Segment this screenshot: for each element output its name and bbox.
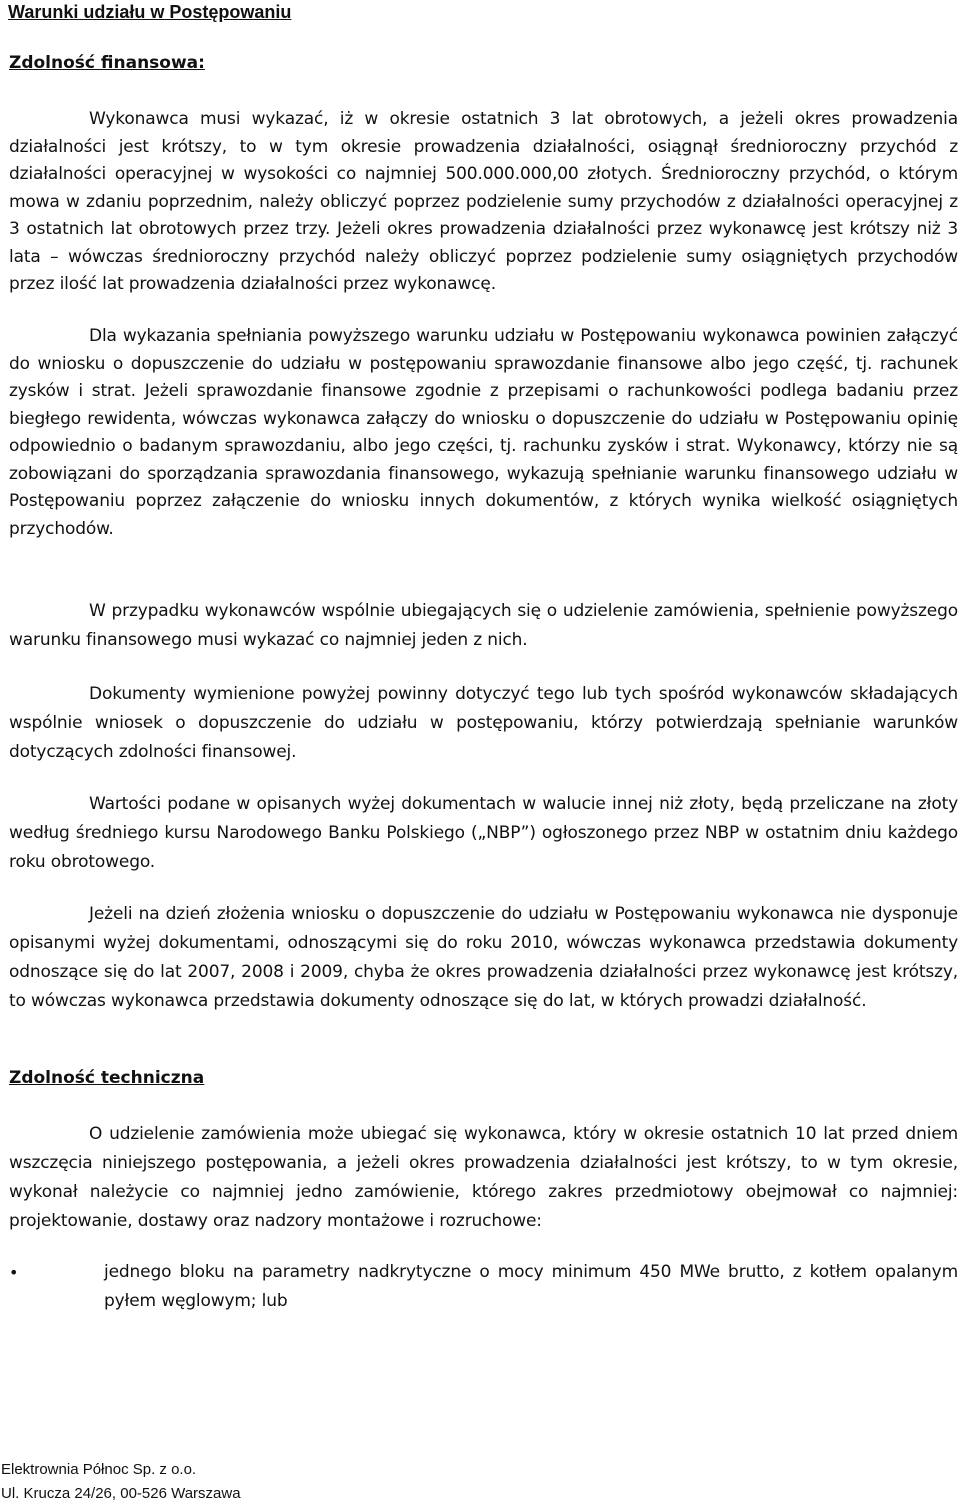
bullet-text: jednego bloku na parametry nadkrytyczne o mocy minimum 450 MWe brutto, z kotłem opalanym pyłem węglowym; lub (104, 1262, 958, 1311)
paragraph-currency-conversion: Wartości podane w opisanych wyżej dokumentach w walucie innej niż złoty, będą przeliczane na złoty według średniego kursu Narodowego Banku Polskiego („NBP”) ogłoszonego przez NBP w ostatnim dniu każdego roku obrotowego. (9, 794, 958, 872)
list-item (9, 1258, 958, 1316)
paragraph-joint-bidders: W przypadku wykonawców wspólnie ubiegających się o udzielenie zamówienia, spełnienie powyższego warunku finansowego musi wykazać co najmniej jeden z nich. (9, 601, 958, 650)
paragraph-financial-requirement: Wykonawca musi wykazać, iż w okresie ostatnich 3 lat obrotowych, a jeżeli okres prowadzenia działalności jest krótszy, to w tym okresie prowadzenia działalności, osiągnął średnioroczny przychód z działalności operacyjnej w wysokości co najmniej 500.000.000,00 złotych. Średnioroczny przychód, o którym mowa w zdaniu poprzednim, należy obliczyć poprzez podzielenie sumy przychodów z działalności operacyjnej z 3 ostatnich lat obrotowych przez trzy. Jeżeli okres prowadzenia działalności przez wykonawcę jest krótszy niż 3 lata – wówczas średnioroczny przychód należy obliczyć poprzez podzielenie sumy osiągniętych przychodów przez ilość lat prowadzenia działalności przez wykonawcę. (9, 109, 958, 294)
document-title: Warunki udziału w Postępowaniu (8, 2, 292, 22)
paragraph-documents-scope: Dokumenty wymienione powyżej powinny dotyczyć tego lub tych spośród wykonawców składających wspólnie wniosek o dopuszczenie do udziału w postępowaniu, którzy potwierdzają spełnianie warunków dotyczących zdolności finansowej. (9, 684, 958, 762)
bullet-marker: • (9, 1263, 19, 1282)
section-heading-financial: Zdolność finansowa: (9, 53, 205, 73)
requirement-bullet-list (9, 1258, 958, 1316)
paragraph-documents-years: Jeżeli na dzień złożenia wniosku o dopuszczenie do udziału w Postępowaniu wykonawca nie dysponuje opisanymi wyżej dokumentami, odnoszącymi się do roku 2010, wówczas wykonawca przedstawia dokumenty odnoszące się do lat 2007, 2008 i 2009, chyba że okres prowadzenia działalności przez wykonawcę jest krótszy, to wówczas wykonawca przedstawia dokumenty odnoszące się do lat, w których prowadzi działalność. (9, 904, 958, 1011)
page-footer (1, 1458, 241, 1506)
paragraph-technical-requirement: O udzielenie zamówienia może ubiegać się wykonawca, który w okresie ostatnich 10 lat przed dniem wszczęcia niniejszego postępowania, a jeżeli okres prowadzenia działalności jest krótszy, to w tym okresie, wykonał należycie co najmniej jedno zamówienie, którego zakres przedmiotowy obejmował co najmniej: projektowanie, dostawy oraz nadzory montażowe i rozruchowe: (9, 1124, 958, 1231)
paragraph-financial-documents: Dla wykazania spełniania powyższego warunku udziału w Postępowaniu wykonawca powinien załączyć do wniosku o dopuszczenie do udziału w postępowaniu sprawozdanie finansowe albo jego część, tj. rachunek zysków i strat. Jeżeli sprawozdanie finansowe zgodnie z przepisami o rachunkowości podlega badaniu przez biegłego rewidenta, wówczas wykonawca załączy do wniosku o dopuszczenie do udziału w Postępowaniu opinię odpowiednio o badanym sprawozdaniu, albo jego części, tj. rachunku zysków i strat. Wykonawcy, którzy nie są zobowiązani do sporządzania sprawozdania finansowego, wykazują spełnianie warunku finansowego udziału w Postępowaniu poprzez załączenie do wniosku innych dokumentów, z których wynika wielkość osiągniętych przychodów. (9, 326, 958, 539)
footer-address: Ul. Krucza 24/26, 00-526 Warszawa (1, 1485, 241, 1502)
footer-company: Elektrownia Północ Sp. z o.o. (1, 1461, 197, 1478)
section-heading-technical: Zdolność techniczna (9, 1068, 205, 1088)
